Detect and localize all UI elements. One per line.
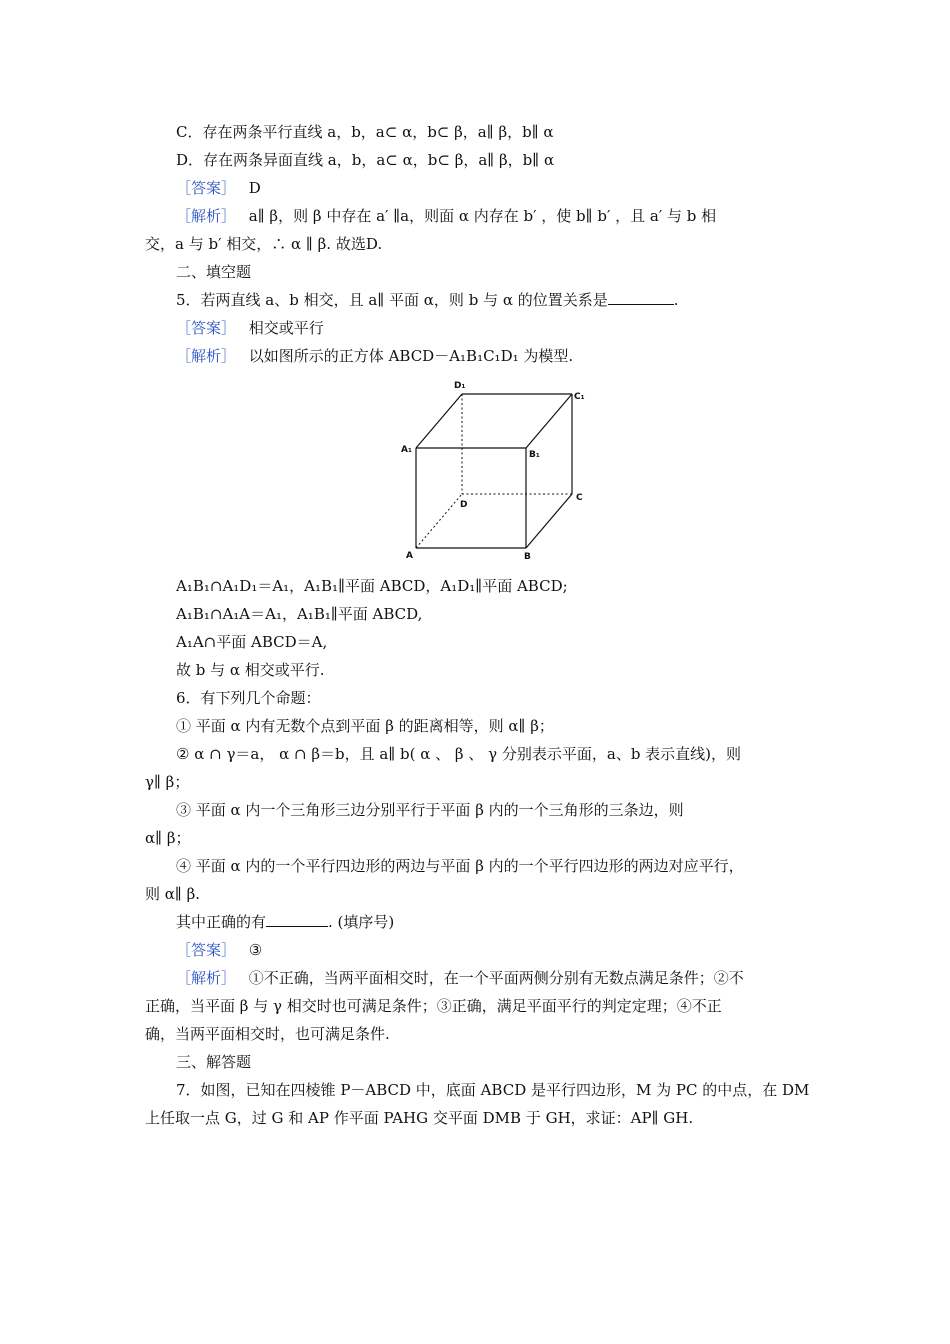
analysis-text: a∥ β，则 β 中存在 a′ ∥a，则面 α 内存在 b′ ，使 b∥ b′ ，且 a′ 与 b 相	[248, 207, 717, 225]
hidden-edge-ad	[416, 494, 462, 548]
edge-bc	[526, 494, 572, 548]
q6-prop-2-cont: γ∥ β；	[145, 773, 190, 791]
option-d: D．存在两条异面直线 a，b，a⊂ α，b⊂ β，a∥ β，b∥ α	[176, 151, 555, 169]
q6-question-end: . (填序号)	[328, 913, 395, 931]
answer-tag: ［答案］	[176, 941, 237, 959]
edge-b1c1	[526, 394, 572, 448]
answer-text: ③	[248, 941, 263, 959]
label-a1: A₁	[401, 445, 412, 455]
analysis-text: 以如图所示的正方体 ABCD－A₁B₁C₁D₁ 为模型.	[248, 347, 574, 365]
label-d1: D₁	[454, 381, 466, 391]
edge-a1d1	[416, 394, 462, 448]
label-c1: C₁	[574, 392, 585, 402]
answer-blank	[608, 290, 674, 305]
answer-tag: ［答案］	[176, 319, 237, 337]
section-heading-solve: 三、解答题	[176, 1053, 252, 1071]
q7-line-1: 7．如图，已知在四棱锥 P－ABCD 中，底面 ABCD 是平行四边形，M 为 PC 的中点，在 DM	[176, 1081, 810, 1099]
q5-line-4: 故 b 与 α 相交或平行.	[176, 661, 325, 679]
q5-stem-text: 5．若两直线 a、b 相交，且 a∥ 平面 α，则 b 与 α 的位置关系是	[176, 291, 608, 309]
option-c: C．存在两条平行直线 a，b，a⊂ α，b⊂ β，a∥ β，b∥ α	[176, 123, 554, 141]
q6-stem: 6．有下列几个命题：	[176, 689, 321, 707]
q6-prop-3-cont: α∥ β；	[145, 829, 191, 847]
label-b: B	[524, 552, 531, 562]
cube-figure	[396, 376, 596, 564]
q5-stem	[176, 290, 810, 310]
q5-line-2: A₁B₁∩A₁A＝A₁，A₁B₁∥平面 ABCD,	[176, 605, 423, 623]
section-heading-fill: 二、填空题	[176, 263, 252, 281]
q7-line-2: 上任取一点 G，过 G 和 AP 作平面 PAHG 交平面 DMB 于 GH，求证：AP∥ GH.	[145, 1109, 694, 1127]
analysis-tag: ［解析］	[176, 969, 237, 987]
q6-prop-4: ④ 平面 α 内的一个平行四边形的两边与平面 β 内的一个平行四边形的两边对应平行，	[176, 857, 744, 875]
q4-analysis-cont: 交，a 与 b′ 相交，∴ α ∥ β. 故选D.	[145, 235, 383, 253]
q5-line-3: A₁A∩平面 ABCD＝A,	[176, 633, 328, 651]
label-c: C	[576, 493, 583, 503]
q6-prop-4-cont: 则 α∥ β.	[145, 885, 201, 903]
q6-prop-1: ① 平面 α 内有无数个点到平面 β 的距离相等，则 α∥ β；	[176, 717, 554, 735]
label-a: A	[406, 551, 413, 561]
q6-answer	[176, 940, 810, 960]
q6-question	[176, 912, 810, 932]
q6-analysis-cont-2: 确，当两平面相交时，也可满足条件.	[145, 1025, 390, 1043]
label-b1: B₁	[529, 450, 540, 460]
answer-blank	[266, 912, 328, 927]
q6-prop-3: ③ 平面 α 内一个三角形三边分别平行于平面 β 内的一个三角形的三条边，则	[176, 801, 684, 819]
q4-answer	[176, 178, 810, 198]
q6-analysis-cont-1: 正确，当平面 β 与 γ 相交时也可满足条件；③正确，满足平面平行的判定定理；④不正	[145, 997, 722, 1015]
q5-analysis	[176, 346, 810, 366]
answer-text: 相交或平行	[248, 319, 324, 337]
q5-stem-end: .	[673, 291, 679, 309]
analysis-tag: ［解析］	[176, 347, 237, 365]
analysis-tag: ［解析］	[176, 207, 237, 225]
q6-analysis	[176, 968, 810, 988]
q5-answer	[176, 318, 810, 338]
q4-analysis	[176, 206, 810, 226]
q6-question-text: 其中正确的有	[176, 913, 267, 931]
analysis-text: ①不正确，当两平面相交时，在一个平面两侧分别有无数点满足条件；②不	[248, 969, 744, 987]
q5-line-1: A₁B₁∩A₁D₁＝A₁，A₁B₁∥平面 ABCD，A₁D₁∥平面 ABCD;	[176, 577, 568, 595]
q6-prop-2: ② α ∩ γ＝a， α ∩ β＝b，且 a∥ b( α 、 β 、 γ 分别表示平面，a、b 表示直线)，则	[176, 745, 742, 763]
answer-tag: ［答案］	[176, 179, 237, 197]
label-d: D	[460, 500, 468, 510]
answer-text: D	[248, 179, 261, 197]
